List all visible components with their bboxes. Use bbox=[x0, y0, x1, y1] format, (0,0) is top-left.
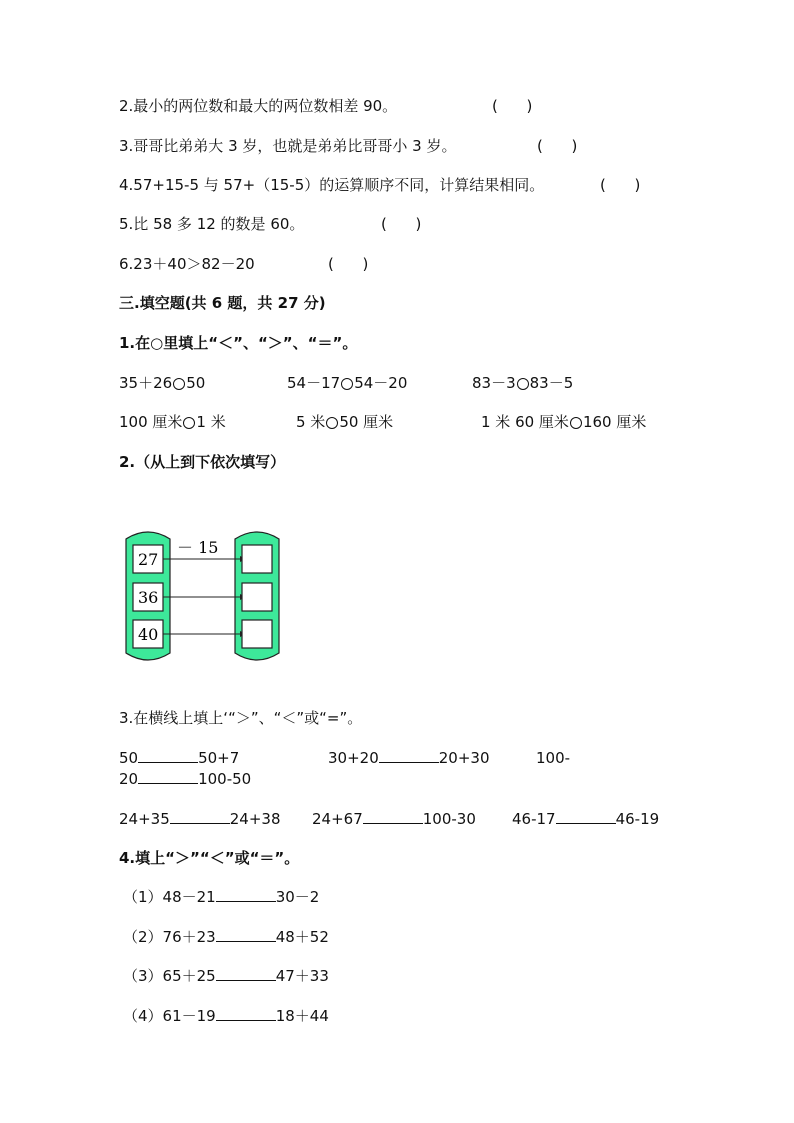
answer-blank[interactable] bbox=[138, 769, 198, 784]
answer-paren[interactable]: ( ) bbox=[492, 97, 533, 115]
subtraction-diagram bbox=[122, 525, 292, 670]
answer-paren[interactable]: ( ) bbox=[381, 215, 422, 233]
q3-compare-6: 46-17 46-19 bbox=[512, 810, 660, 828]
answer-box[interactable] bbox=[242, 620, 272, 648]
judge-text: 3.哥哥比弟弟大 3 岁，也就是弟弟比哥哥小 3 岁。 bbox=[119, 137, 457, 155]
q4-item-3: （3）65＋25 47＋33 bbox=[123, 967, 329, 985]
answer-circle[interactable] bbox=[173, 378, 185, 390]
q1-compare-4: 100 厘米 1 米 bbox=[119, 413, 226, 431]
answer-paren[interactable]: ( ) bbox=[537, 137, 578, 155]
judge-item-4 bbox=[119, 175, 544, 195]
answer-blank[interactable] bbox=[170, 809, 230, 824]
judge-text: 4.57+15-5 与 57+（15-5）的运算顺序不同，计算结果相同。 bbox=[119, 176, 545, 194]
q4-title: 4.填上“＞”“＜”或“＝”。 bbox=[119, 849, 300, 867]
answer-blank[interactable] bbox=[379, 748, 439, 763]
answer-circle[interactable] bbox=[183, 417, 195, 429]
q3-compare-1: 50 50+7 bbox=[119, 749, 240, 767]
q3-compare-3: 100- bbox=[536, 749, 571, 767]
answer-blank[interactable] bbox=[216, 1006, 276, 1021]
answer-circle[interactable] bbox=[570, 417, 582, 429]
answer-blank[interactable] bbox=[216, 927, 276, 942]
answer-blank[interactable] bbox=[216, 887, 276, 902]
answer-circle[interactable] bbox=[341, 378, 353, 390]
answer-blank[interactable] bbox=[138, 748, 198, 763]
q3-title: 3.在横线上填上‘“＞”、“＜”或“=”。 bbox=[119, 709, 363, 727]
input-number: 36 bbox=[138, 588, 159, 607]
q1-compare-5: 5 米 50 厘米 bbox=[296, 413, 394, 431]
judge-item-5 bbox=[119, 214, 304, 234]
q1-title: 1.在○里填上“＜”、“＞”、“＝”。 bbox=[119, 334, 358, 352]
q3-compare-4: 24+35 24+38 bbox=[119, 810, 281, 828]
q3-compare-5: 24+67 100-30 bbox=[312, 810, 476, 828]
judge-text: 6.23＋40＞82－20 bbox=[119, 255, 255, 273]
answer-paren[interactable]: ( ) bbox=[600, 176, 641, 194]
answer-box[interactable] bbox=[242, 583, 272, 611]
q4-item-2: （2）76＋23 48＋52 bbox=[123, 928, 329, 946]
q3-compare-2: 30+20 20+30 bbox=[328, 749, 490, 767]
answer-circle[interactable] bbox=[326, 417, 338, 429]
q1-compare-6: 1 米 60 厘米 160 厘米 bbox=[481, 413, 647, 431]
answer-circle[interactable] bbox=[517, 378, 529, 390]
judge-item-2 bbox=[119, 96, 397, 116]
answer-blank[interactable] bbox=[556, 809, 616, 824]
answer-box[interactable] bbox=[242, 545, 272, 573]
judge-item-6 bbox=[119, 254, 255, 274]
judge-item-3 bbox=[119, 136, 456, 156]
answer-blank[interactable] bbox=[216, 966, 276, 981]
answer-paren[interactable]: ( ) bbox=[328, 255, 369, 273]
input-number: 27 bbox=[138, 550, 159, 569]
section-title: 三.填空题(共 6 题，共 27 分) bbox=[119, 294, 326, 312]
answer-blank[interactable] bbox=[363, 809, 423, 824]
judge-text: 5.比 58 多 12 的数是 60。 bbox=[119, 215, 305, 233]
q4-item-4: （4）61－19 18＋44 bbox=[123, 1007, 329, 1025]
input-number: 40 bbox=[138, 625, 159, 644]
q1-compare-1: 35＋26 50 bbox=[119, 374, 206, 392]
judge-text: 2.最小的两位数和最大的两位数相差 90。 bbox=[119, 97, 398, 115]
q1-compare-3: 83－3 83－5 bbox=[472, 374, 574, 392]
operation-label: － 15 bbox=[177, 538, 219, 557]
q1-compare-2: 54－17 54－20 bbox=[287, 374, 408, 392]
q3-compare-3-cont: 20 100-50 bbox=[119, 770, 252, 788]
q4-item-1: （1）48－21 30－2 bbox=[123, 888, 320, 906]
q2-title: 2.（从上到下依次填写） bbox=[119, 453, 286, 471]
